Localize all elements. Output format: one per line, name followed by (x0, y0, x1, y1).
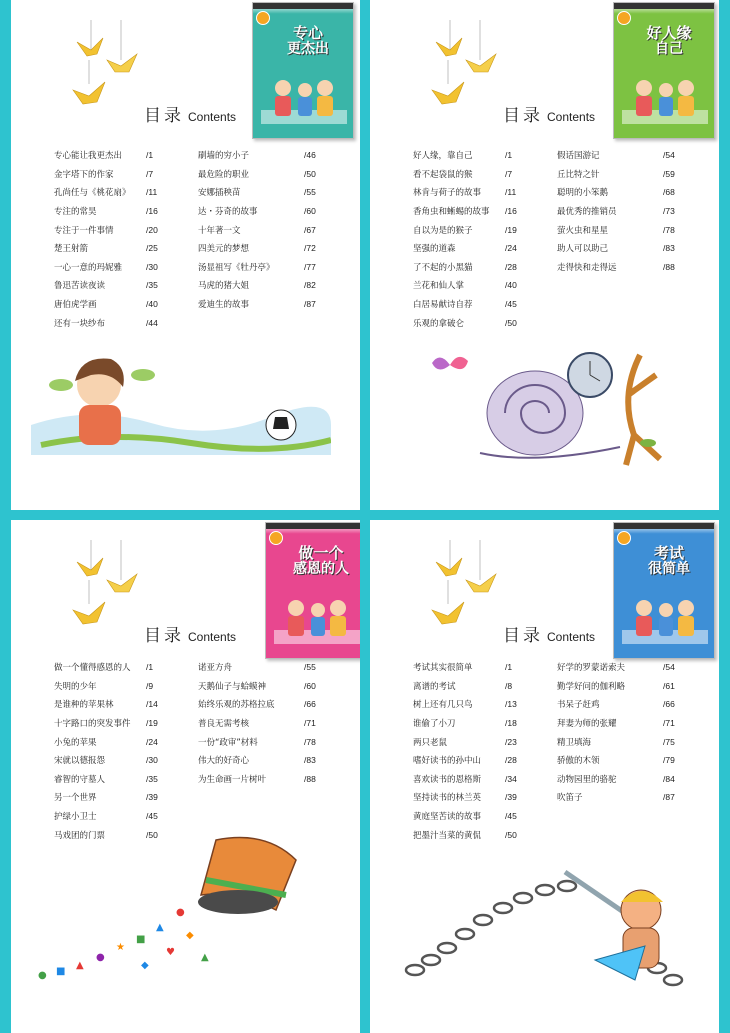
toc-entry-title: 鲁迅苦读夜读 (54, 281, 106, 292)
toc-entry-title: 香角虫和蜥蜴的故事 (413, 207, 490, 218)
toc-entry-page: /16 (505, 206, 517, 217)
toc-column-right (557, 658, 687, 807)
svg-text:●: ● (176, 907, 185, 918)
heading-chinese: 目录 (503, 106, 543, 126)
heading-english: Contents (188, 110, 237, 124)
book-band (253, 3, 353, 9)
toc-entry-title: 最危险的职业 (198, 169, 250, 180)
toc-entry-page: /87 (663, 792, 675, 803)
toc-entry-page: /46 (304, 150, 316, 161)
toc-entry (413, 146, 529, 165)
toc-entry-title: 普良无需考核 (198, 719, 250, 730)
toc-entry (413, 658, 529, 677)
toc-entry (54, 714, 170, 733)
toc-entry (198, 276, 328, 295)
toc-entry (198, 295, 328, 314)
toc-entry-title: 谁偷了小刀 (413, 719, 456, 730)
svg-text:■: ■ (136, 934, 146, 945)
toc-entry (198, 183, 328, 202)
toc-entry (198, 202, 328, 221)
toc-entry-page: /68 (663, 187, 675, 198)
toc-entry-title: 另一个世界 (54, 793, 97, 804)
toc-entry (54, 770, 170, 789)
toc-entry-page: /35 (146, 773, 158, 784)
toc-entry (413, 825, 529, 844)
toc-entry (198, 695, 328, 714)
heading-chinese: 目录 (144, 626, 184, 646)
toc-entry-page: /54 (663, 150, 675, 161)
heading-english: Contents (547, 110, 596, 124)
book-cover-children-illustration (622, 72, 708, 124)
toc-entry-title: 了不起的小黑猫 (413, 262, 473, 273)
toc-entry-title: 孔尚任与《桃花扇》 (54, 188, 131, 199)
toc-entry-page: /61 (663, 680, 675, 691)
boy-breaking-chain-illustration (395, 850, 695, 1000)
toc-entry-title: 最优秀的推销员 (557, 207, 617, 218)
toc-entry (557, 751, 687, 770)
toc-entry-page: /30 (146, 261, 158, 272)
toc-entry-title: 诺亚方舟 (198, 663, 233, 674)
svg-text:▲: ▲ (201, 952, 209, 963)
toc-entry (198, 732, 328, 751)
toc-entry-page: /55 (304, 662, 316, 673)
toc-entry-title: 兰花和仙人掌 (413, 281, 465, 292)
toc-entry-page: /60 (304, 680, 316, 691)
toc-entry (413, 751, 529, 770)
toc-entry-page: /78 (663, 224, 675, 235)
toc-entry (557, 146, 687, 165)
toc-entry (413, 788, 529, 807)
toc-entry-page: /1 (505, 150, 513, 161)
toc-entry-page: /66 (663, 699, 675, 710)
publisher-badge-icon (269, 531, 283, 545)
toc-heading (503, 101, 595, 126)
toc-entry-page: /84 (663, 773, 675, 784)
toc-entry (54, 295, 170, 314)
book-title-line1: 好人缘 (646, 24, 692, 42)
toc-entry-page: /35 (146, 280, 158, 291)
toc-entry (54, 220, 170, 239)
toc-entry (557, 239, 687, 258)
flying-bell-illustration (26, 820, 326, 985)
toc-entry-title: 专心能让我更杰出 (54, 151, 123, 162)
toc-entry-page: /66 (304, 699, 316, 710)
toc-entry-title: 为生命画一片树叶 (198, 774, 267, 785)
toc-column-left (54, 146, 170, 332)
toc-entry-page: /50 (505, 317, 517, 328)
toc-entry (54, 276, 170, 295)
toc-entry-title: 伟大的好奇心 (198, 756, 250, 767)
toc-entry-title: 聪明的小笨鹅 (557, 188, 609, 199)
toc-column-left (413, 658, 529, 844)
toc-entry-title: 楚王射箭 (54, 244, 89, 255)
toc-entry (198, 770, 328, 789)
toc-entry (54, 658, 170, 677)
toc-entry-page: /60 (304, 206, 316, 217)
toc-entry-title: 马虎的猪大姐 (198, 281, 250, 292)
toc-entry-page: /88 (304, 773, 316, 784)
toc-entry-page: /50 (304, 168, 316, 179)
toc-entry (413, 220, 529, 239)
toc-entry-page: /39 (505, 792, 517, 803)
toc-entry-page: /34 (505, 773, 517, 784)
toc-entry-title: 白居易献诗自荐 (413, 300, 473, 311)
toc-entry (198, 239, 328, 258)
toc-entry (198, 751, 328, 770)
toc-entry (54, 165, 170, 184)
toc-entry (198, 220, 328, 239)
toc-entry (557, 220, 687, 239)
toc-entry-page: /1 (505, 662, 513, 673)
toc-entry-title: 宋就以德报怨 (54, 756, 106, 767)
toc-entry (413, 239, 529, 258)
toc-entry-page: /24 (505, 243, 517, 254)
toc-entry-page: /75 (663, 736, 675, 747)
publisher-badge-icon (617, 531, 631, 545)
toc-entry (413, 714, 529, 733)
toc-entry (557, 165, 687, 184)
toc-entry-page: /20 (146, 224, 158, 235)
svg-text:♥: ♥ (166, 947, 175, 958)
toc-entry (557, 732, 687, 751)
toc-entry-page: /50 (505, 829, 517, 840)
toc-entry-title: 把墨汁当菜的黄侃 (413, 830, 482, 841)
toc-entry-title: 十字路口的突发事件 (54, 719, 131, 730)
toc-entry-page: /45 (146, 811, 158, 822)
toc-entry-title: 勤学好问的伽利略 (557, 681, 626, 692)
toc-page-1 (11, 0, 360, 510)
toc-entry (54, 146, 170, 165)
toc-column-right (198, 146, 328, 313)
svg-text:▲: ▲ (76, 960, 84, 971)
heading-english: Contents (188, 630, 237, 644)
toc-entry (198, 677, 328, 696)
toc-entry-page: /13 (505, 699, 517, 710)
book-title-line1: 做一个 (298, 544, 344, 562)
toc-entry (413, 732, 529, 751)
toc-entry-title: 专注于一件事情 (54, 225, 114, 236)
toc-entry-title: 好学的罗蒙诺索夫 (557, 663, 626, 674)
toc-entry (413, 258, 529, 277)
toc-entry-page: /1 (146, 150, 154, 161)
heading-chinese: 目录 (144, 106, 184, 126)
book-cover-children-illustration (274, 592, 360, 644)
book-title-line2: 很简单 (648, 560, 690, 577)
toc-column-left (413, 146, 529, 332)
toc-entry-page: /67 (304, 224, 316, 235)
toc-entry-title: 丘比特之针 (557, 169, 600, 180)
toc-entry (413, 202, 529, 221)
toc-entry (54, 695, 170, 714)
toc-entry (557, 788, 687, 807)
toc-entry-title: 始终乐观的苏格拉底 (198, 700, 275, 711)
book-cover (265, 522, 360, 659)
toc-entry-title: 考试其实很简单 (413, 663, 473, 674)
toc-entry-title: 小兔的苹果 (54, 737, 97, 748)
toc-page-2 (370, 0, 719, 510)
toc-entry-page: /88 (663, 261, 675, 272)
toc-entry (557, 695, 687, 714)
toc-entry-title: 林肯与荷子的故事 (413, 188, 482, 199)
toc-entry-title: 汤显祖写《牡丹亭》 (198, 262, 275, 273)
toc-entry-title: 离谱的考试 (413, 681, 456, 692)
toc-entry-page: /28 (505, 261, 517, 272)
paper-cranes-illustration (422, 540, 512, 635)
toc-entry-page: /28 (505, 755, 517, 766)
toc-entry-title: 嗜好读书的孙中山 (413, 756, 482, 767)
toc-entry-title: 喜欢读书的恩格斯 (413, 774, 482, 785)
toc-entry-title: 马戏团的门票 (54, 830, 106, 841)
toc-entry-title: 乐观的拿破仑 (413, 318, 465, 329)
book-cover-children-illustration (622, 592, 708, 644)
toc-entry-title: 精卫填海 (557, 737, 592, 748)
toc-entry-title: 坚持读书的林兰英 (413, 793, 482, 804)
toc-entry (54, 677, 170, 696)
book-title-line1: 专心 (292, 24, 323, 42)
book-title-line2: 更杰出 (287, 40, 329, 57)
book-title-line2: 感恩的人 (293, 560, 349, 577)
toc-entry-title: 十年著一文 (198, 225, 241, 236)
toc-entry-page: /24 (146, 736, 158, 747)
toc-entry-page: /39 (146, 792, 158, 803)
toc-entry-page: /54 (663, 662, 675, 673)
toc-entry (198, 658, 328, 677)
toc-entry (557, 714, 687, 733)
toc-entry-page: /82 (304, 280, 316, 291)
toc-entry (557, 202, 687, 221)
toc-entry-page: /83 (304, 755, 316, 766)
toc-entry-page: /18 (505, 718, 517, 729)
toc-entry-title: 失明的少年 (54, 681, 97, 692)
toc-entry-page: /71 (663, 718, 675, 729)
toc-entry (54, 732, 170, 751)
svg-text:●: ● (38, 970, 47, 981)
toc-entry-title: 达・芬奇的故事 (198, 207, 258, 218)
toc-entry (413, 313, 529, 332)
toc-entry (198, 258, 328, 277)
book-cover (613, 2, 715, 139)
toc-entry-page: /45 (505, 811, 517, 822)
toc-entry-page: /72 (304, 243, 316, 254)
toc-entry (54, 202, 170, 221)
paper-cranes-illustration (63, 540, 153, 635)
book-title (280, 545, 360, 577)
toc-entry-page: /83 (663, 243, 675, 254)
toc-entry-title: 看不起袋鼠的猴 (413, 169, 473, 180)
toc-entry-title: 两只老鼠 (413, 737, 448, 748)
toc-entry-page: /77 (304, 261, 316, 272)
toc-entry (54, 258, 170, 277)
toc-entry-page: /78 (304, 736, 316, 747)
toc-entry-title: 天鹅仙子与蛤蟆神 (198, 681, 267, 692)
toc-entry-page: /7 (146, 168, 154, 179)
book-band (614, 523, 714, 529)
toc-entry (557, 677, 687, 696)
toc-entry (413, 183, 529, 202)
toc-entry-page: /1 (146, 662, 154, 673)
toc-entry-title: 做一个懂得感恩的人 (54, 663, 131, 674)
book-band (266, 523, 360, 529)
book-cover (613, 522, 715, 659)
toc-entry-page: /55 (304, 187, 316, 198)
toc-entry-page: /45 (505, 299, 517, 310)
toc-entry-page: /14 (146, 699, 158, 710)
toc-entry-page: /44 (146, 317, 158, 328)
paper-cranes-illustration (422, 20, 512, 115)
toc-entry (413, 165, 529, 184)
toc-entry-title: 动物园里的骆驼 (557, 774, 617, 785)
toc-entry-title: 骄傲的木领 (557, 756, 600, 767)
toc-entry-title: 好人缘，靠自己 (413, 151, 473, 162)
toc-entry (413, 295, 529, 314)
toc-entry (198, 146, 328, 165)
toc-entry-page: /9 (146, 680, 154, 691)
toc-entry (54, 183, 170, 202)
toc-entry-title: 四美元的梦想 (198, 244, 250, 255)
toc-entry (557, 770, 687, 789)
toc-column-right (198, 658, 328, 788)
toc-entry-title: 吹笛子 (557, 793, 583, 804)
toc-entry-title: 黄庭坚苦读的故事 (413, 812, 482, 823)
svg-text:■: ■ (56, 966, 66, 977)
toc-entry-title: 走得快和走得远 (557, 262, 617, 273)
toc-entry-page: /7 (505, 168, 513, 179)
toc-column-right (557, 146, 687, 276)
toc-entry-title: 唐伯虎学画 (54, 300, 97, 311)
toc-entry (557, 183, 687, 202)
toc-entry-title: 拜妻为师的张耀 (557, 719, 617, 730)
toc-entry-title: 是谁种的苹果林 (54, 700, 114, 711)
boy-with-football-illustration (31, 345, 331, 460)
toc-entry-title: 一心一意的玛妮雅 (54, 262, 123, 273)
toc-entry-title: 安娜插秧苗 (198, 188, 241, 199)
toc-heading (144, 101, 236, 126)
toc-entry-page: /16 (146, 206, 158, 217)
publisher-badge-icon (617, 11, 631, 25)
toc-entry-title: 睿智的守墓人 (54, 774, 106, 785)
svg-text:★: ★ (116, 942, 125, 953)
toc-entry-title: 助人可以助己 (557, 244, 609, 255)
toc-heading (503, 621, 595, 646)
book-title-line2: 自己 (655, 40, 683, 57)
svg-text:▲: ▲ (156, 922, 164, 933)
toc-page-3 (11, 520, 360, 1033)
toc-entry (557, 258, 687, 277)
toc-entry-title: 一份“政审”材料 (198, 737, 258, 748)
toc-entry-page: /59 (663, 168, 675, 179)
snail-clock-illustration (420, 335, 700, 475)
toc-entry-page: /71 (304, 718, 316, 729)
toc-entry (54, 239, 170, 258)
toc-entry-title: 坚强的道森 (413, 244, 456, 255)
toc-entry (557, 658, 687, 677)
book-cover-children-illustration (261, 72, 347, 124)
toc-entry-page: /11 (146, 187, 158, 198)
toc-entry-title: 护绿小卫士 (54, 812, 97, 823)
toc-entry-page: /25 (146, 243, 158, 254)
heading-english: Contents (547, 630, 596, 644)
toc-entry-page: /8 (505, 680, 513, 691)
book-title (628, 25, 710, 57)
book-title-line1: 考试 (653, 544, 684, 562)
toc-entry-title: 金字塔下的作家 (54, 169, 114, 180)
toc-entry (198, 714, 328, 733)
toc-entry-title: 书呆子赶鸡 (557, 700, 600, 711)
book-title (267, 25, 349, 57)
toc-entry-page: /40 (146, 299, 158, 310)
toc-entry-title: 爱迪生的故事 (198, 300, 250, 311)
toc-entry-title: 树上还有几只鸟 (413, 700, 473, 711)
toc-entry-page: /19 (146, 718, 158, 729)
toc-entry-title: 假话国游记 (557, 151, 600, 162)
toc-entry (54, 751, 170, 770)
book-title (628, 545, 710, 577)
toc-entry (54, 788, 170, 807)
svg-text:◆: ◆ (141, 960, 149, 971)
toc-page-4 (370, 520, 719, 1033)
svg-text:◆: ◆ (186, 930, 194, 941)
svg-text:●: ● (96, 952, 105, 963)
toc-entry (413, 276, 529, 295)
toc-entry-title: 专注的常昊 (54, 207, 97, 218)
toc-heading (144, 621, 236, 646)
toc-entry-page: /50 (146, 829, 158, 840)
toc-entry-page: /11 (505, 187, 517, 198)
toc-entry-title: 萤火虫和星星 (557, 225, 609, 236)
paper-cranes-illustration (63, 20, 153, 115)
book-cover (252, 2, 354, 139)
book-band (614, 3, 714, 9)
toc-entry (413, 807, 529, 826)
toc-entry-title: 自以为是的猴子 (413, 225, 473, 236)
toc-entry-title: 刷墙的穷小子 (198, 151, 250, 162)
toc-entry (413, 770, 529, 789)
publisher-badge-icon (256, 11, 270, 25)
toc-column-left (54, 658, 170, 844)
toc-entry-page: /19 (505, 224, 517, 235)
toc-entry-page: /23 (505, 736, 517, 747)
toc-entry-page: /40 (505, 280, 517, 291)
toc-entry-page: /79 (663, 755, 675, 766)
toc-entry (413, 677, 529, 696)
heading-chinese: 目录 (503, 626, 543, 646)
toc-entry-title: 还有一块纱布 (54, 318, 106, 329)
toc-entry (198, 165, 328, 184)
toc-entry-page: /87 (304, 299, 316, 310)
toc-entry (413, 695, 529, 714)
toc-entry-page: /30 (146, 755, 158, 766)
toc-entry (54, 313, 170, 332)
toc-entry-page: /73 (663, 206, 675, 217)
